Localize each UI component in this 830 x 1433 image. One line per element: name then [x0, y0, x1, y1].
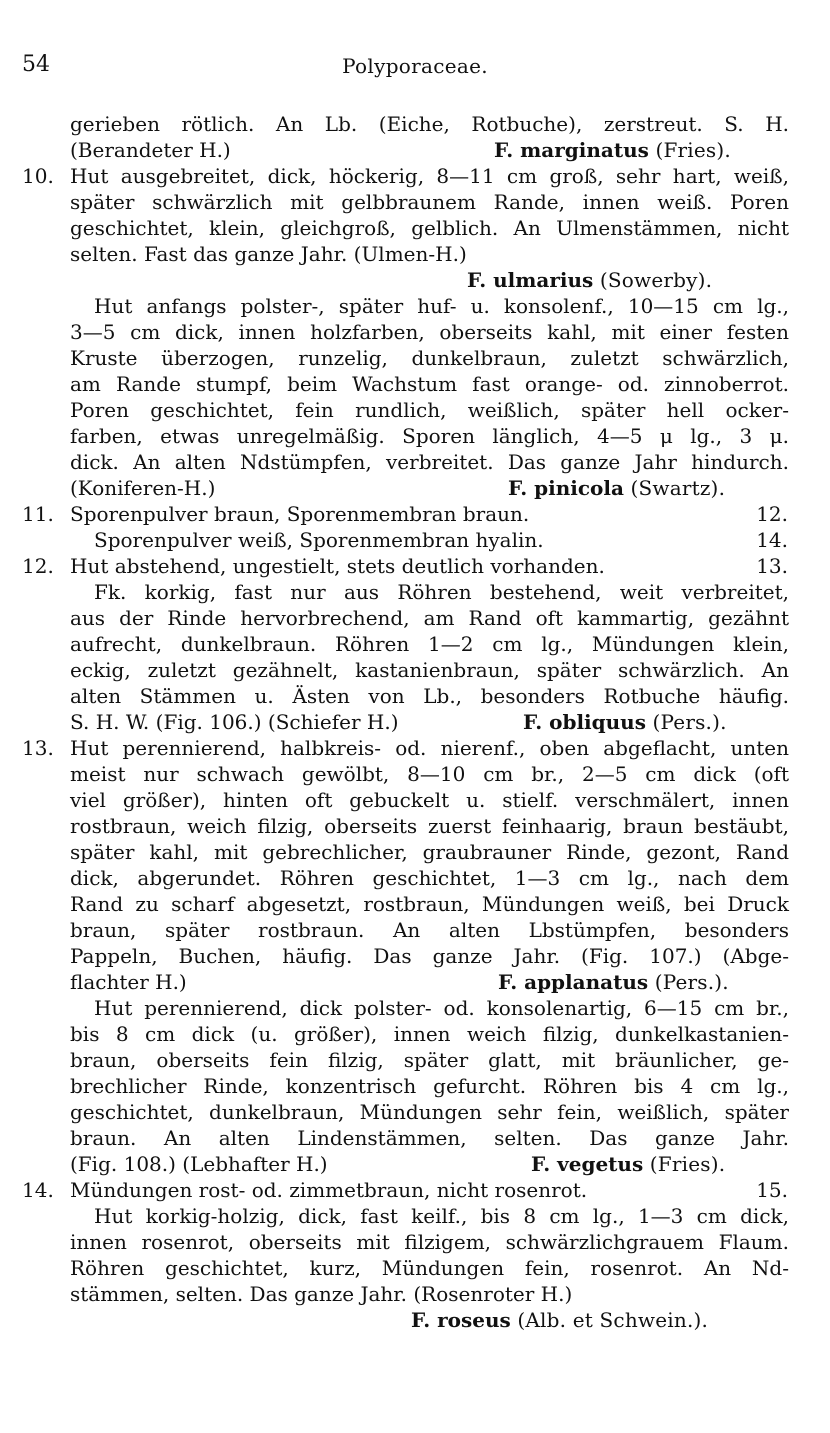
text-line	[0, 995, 830, 1021]
text-line	[0, 423, 830, 449]
line-text: viel größer), hinten oft gebuckelt u. stielf. verschmälert, innen	[70, 788, 789, 812]
species-citation	[508, 475, 725, 501]
species-name: F. marginatus	[494, 138, 649, 162]
line-text: Fk. korkig, fast nur aus Röhren bestehend, weit verbreitet,	[94, 580, 789, 604]
text-line	[0, 917, 830, 943]
species-name: F. applanatus	[498, 970, 649, 994]
line-text: Hut perennierend, halbkreis- od. nierenf., oben abgeflacht, unten	[70, 736, 789, 760]
text-line	[0, 501, 830, 527]
text-line	[0, 839, 830, 865]
species-citation	[494, 137, 731, 163]
species-author: (Alb. et Schwein.).	[510, 1308, 709, 1332]
species-author: (Pers.).	[645, 710, 727, 734]
text-line	[0, 163, 830, 189]
line-text: Kruste überzogen, runzelig, dunkelbraun, zuletzt schwärzlich,	[70, 346, 789, 370]
line-text: rostbraun, weich filzig, oberseits zuerst feinhaarig, braun bestäubt,	[70, 814, 789, 838]
species-author: (Sowerby).	[593, 268, 713, 292]
line-text: aus der Rinde hervorbrechend, am Rand oft kammartig, gezähnt	[70, 606, 789, 630]
text-line	[0, 397, 830, 423]
text-line	[0, 1099, 830, 1125]
text-line	[0, 891, 830, 917]
line-text: Hut ausgebreitet, dick, höckerig, 8—11 cm groß, sehr hart, weiß,	[70, 164, 789, 188]
line-text: Rand zu scharf abgesetzt, rostbraun, Mündungen weiß, bei Druck	[70, 892, 789, 916]
key-text-body	[0, 111, 830, 1333]
species-name: F. ulmarius	[467, 268, 594, 292]
line-text: dick, abgerundet. Röhren geschichtet, 1—3 cm lg., nach dem	[70, 866, 789, 890]
species-citation	[531, 1151, 725, 1177]
line-text: Pappeln, Buchen, häufig. Das ganze Jahr. (Fig. 107.) (Abge-	[70, 944, 789, 968]
line-text: bis 8 cm dick (u. größer), innen weich filzig, dunkelkastanien-	[70, 1022, 789, 1046]
key-entry-number: 14.	[22, 1178, 54, 1202]
text-line	[0, 1255, 830, 1281]
species-author: (Pers.).	[648, 970, 729, 994]
species-name: F. pinicola	[508, 476, 624, 500]
line-text: aufrecht, dunkelbraun. Röhren 1—2 cm lg., Mündungen klein,	[70, 632, 789, 656]
line-text: flachter H.)	[70, 970, 187, 994]
text-line	[0, 605, 830, 631]
line-text: eckig, zuletzt gezähnelt, kastanienbraun, später schwärzlich. An	[70, 658, 789, 682]
species-author: (Fries).	[648, 138, 731, 162]
line-text: gerieben rötlich. An Lb. (Eiche, Rotbuche), zerstreut. S. H.	[70, 112, 789, 136]
line-text: meist nur schwach gewölbt, 8—10 cm br., 2—5 cm dick (oft	[70, 762, 789, 786]
species-name: F. roseus	[411, 1308, 511, 1332]
line-text: Hut perennierend, dick polster- od. konsolenartig, 6—15 cm br.,	[94, 996, 789, 1020]
text-line	[0, 553, 830, 579]
text-line	[0, 969, 830, 995]
text-line	[0, 475, 830, 501]
text-line	[0, 657, 830, 683]
running-title: Polyporaceae.	[342, 54, 488, 78]
key-entry-number: 10.	[22, 164, 54, 188]
line-text: 3—5 cm dick, innen holzfarben, oberseits kahl, mit einer festen	[70, 320, 789, 344]
text-line	[0, 137, 830, 163]
line-text: dick. An alten Ndstümpfen, verbreitet. Das ganze Jahr hindurch.	[70, 450, 789, 474]
line-text: braun. An alten Lindenstämmen, selten. Das ganze Jahr.	[70, 1126, 789, 1150]
key-entry-number: 11.	[22, 502, 54, 526]
text-line	[0, 319, 830, 345]
text-line	[0, 709, 830, 735]
key-reference-number: 12.	[756, 502, 788, 526]
species-name: F. obliquus	[523, 710, 646, 734]
text-line	[0, 865, 830, 891]
text-line	[0, 527, 830, 553]
line-text: braun, oberseits fein filzig, später glatt, mit bräunlicher, ge-	[70, 1048, 789, 1072]
line-text: Sporenpulver braun, Sporenmembran braun.	[70, 502, 530, 526]
text-line	[0, 1021, 830, 1047]
line-text: geschichtet, klein, gleichgroß, gelblich. An Ulmenstämmen, nicht	[70, 216, 789, 240]
text-line	[0, 1047, 830, 1073]
text-line	[0, 813, 830, 839]
species-citation	[467, 267, 712, 293]
text-line	[0, 1229, 830, 1255]
text-line	[0, 631, 830, 657]
species-author: (Fries).	[643, 1152, 726, 1176]
text-line	[0, 1177, 830, 1203]
text-line	[0, 449, 830, 475]
line-text: geschichtet, dunkelbraun, Mündungen sehr fein, weißlich, später	[70, 1100, 789, 1124]
text-line	[0, 1151, 830, 1177]
species-citation	[523, 709, 727, 735]
line-text: später kahl, mit gebrechlicher, graubrauner Rinde, gezont, Rand	[70, 840, 789, 864]
text-line	[0, 683, 830, 709]
line-text: Mündungen rost- od. zimmetbraun, nicht rosenrot.	[70, 1178, 588, 1202]
text-line	[0, 241, 830, 267]
line-text: Hut korkig-holzig, dick, fast keilf., bis 8 cm lg., 1—3 cm dick,	[94, 1204, 789, 1228]
line-text: später schwärzlich mit gelbbraunem Rande, innen weiß. Poren	[70, 190, 789, 214]
line-text: (Fig. 108.) (Lebhafter H.)	[70, 1152, 328, 1176]
text-line	[0, 293, 830, 319]
line-text: selten. Fast das ganze Jahr. (Ulmen-H.)	[70, 242, 467, 266]
text-line	[0, 1203, 830, 1229]
line-text: stämmen, selten. Das ganze Jahr. (Rosenroter H.)	[70, 1282, 573, 1306]
text-line	[0, 111, 830, 137]
key-entry-number: 13.	[22, 736, 54, 760]
line-text: Röhren geschichtet, kurz, Mündungen fein, rosenrot. An Nd-	[70, 1256, 789, 1280]
species-name: F. vegetus	[531, 1152, 644, 1176]
text-line	[0, 735, 830, 761]
line-text: Hut abstehend, ungestielt, stets deutlich vorhanden.	[70, 554, 605, 578]
line-text: braun, später rostbraun. An alten Lbstümpfen, besonders	[70, 918, 789, 942]
line-text: Poren geschichtet, fein rundlich, weißlich, später hell ocker-	[70, 398, 789, 422]
line-text: Sporenpulver weiß, Sporenmembran hyalin.	[94, 528, 544, 552]
line-text: innen rosenrot, oberseits mit filzigem, schwärzlichgrauem Flaum.	[70, 1230, 789, 1254]
text-line	[0, 761, 830, 787]
page-number: 54	[22, 52, 50, 77]
text-line	[0, 787, 830, 813]
page-header	[0, 52, 830, 82]
species-citation	[498, 969, 729, 995]
text-line	[0, 1073, 830, 1099]
key-reference-number: 14.	[756, 528, 788, 552]
text-line	[0, 1307, 830, 1333]
line-text: (Berandeter H.)	[70, 138, 231, 162]
text-line	[0, 579, 830, 605]
text-line	[0, 189, 830, 215]
line-text: alten Stämmen u. Ästen von Lb., besonders Rotbuche häufig.	[70, 684, 789, 708]
text-line	[0, 215, 830, 241]
line-text: farben, etwas unregelmäßig. Sporen länglich, 4—5 μ lg., 3 μ.	[70, 424, 789, 448]
text-line	[0, 267, 830, 293]
line-text: (Koniferen-H.)	[70, 476, 216, 500]
line-text: am Rande stumpf, beim Wachstum fast orange- od. zinnoberrot.	[70, 372, 789, 396]
text-line	[0, 943, 830, 969]
key-entry-number: 12.	[22, 554, 54, 578]
text-line	[0, 371, 830, 397]
key-reference-number: 13.	[756, 554, 788, 578]
text-line	[0, 1125, 830, 1151]
line-text: S. H. W. (Fig. 106.) (Schiefer H.)	[70, 710, 399, 734]
line-text: brechlicher Rinde, konzentrisch gefurcht. Röhren bis 4 cm lg.,	[70, 1074, 789, 1098]
text-line	[0, 345, 830, 371]
text-line	[0, 1281, 830, 1307]
species-author: (Swartz).	[623, 476, 726, 500]
species-citation	[411, 1307, 708, 1333]
key-reference-number: 15.	[756, 1178, 788, 1202]
line-text: Hut anfangs polster-, später huf- u. konsolenf., 10—15 cm lg.,	[94, 294, 789, 318]
